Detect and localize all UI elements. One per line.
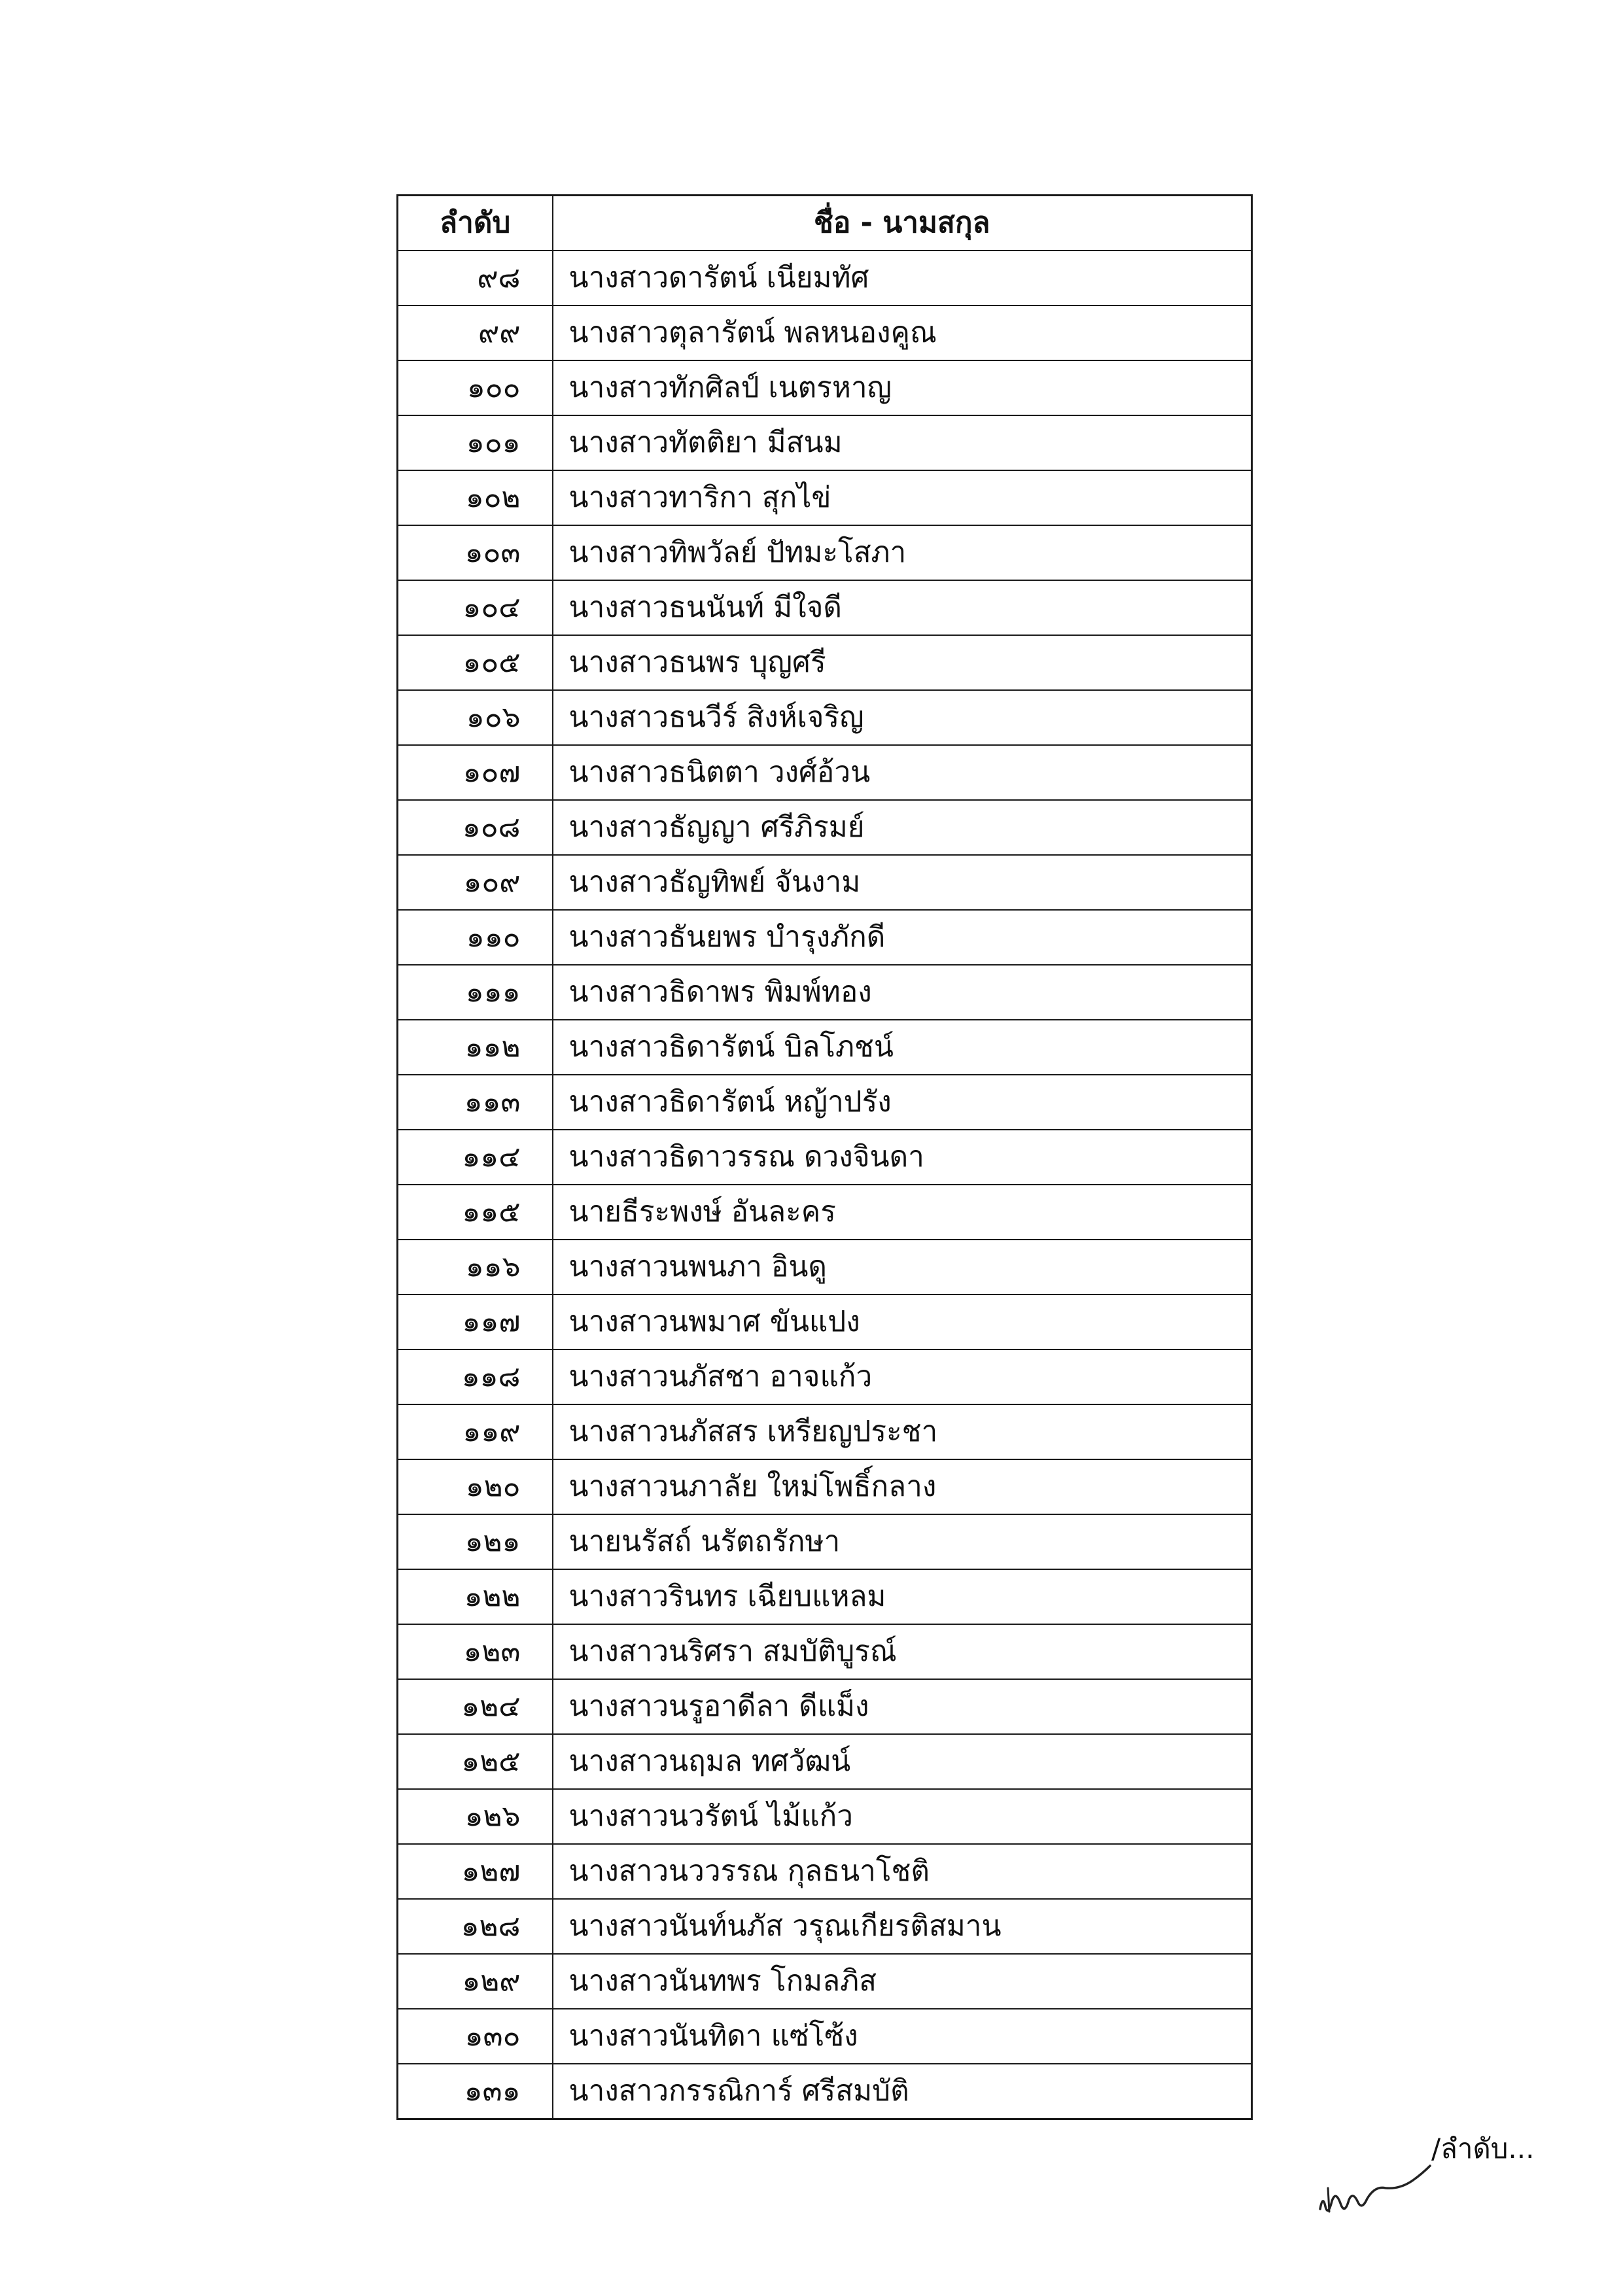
row-full-name: นางสาวนพนภา อินดู xyxy=(553,1240,1252,1295)
table-row xyxy=(398,1295,1252,1349)
table-row xyxy=(398,415,1252,470)
roster-body xyxy=(398,251,1252,2119)
table-row xyxy=(398,1349,1252,1404)
table-row xyxy=(398,1789,1252,1844)
row-full-name: นางสาวนันทิดา แซ่โซ้ง xyxy=(553,2009,1252,2064)
table-row xyxy=(398,1020,1252,1075)
table-row xyxy=(398,305,1252,360)
row-order-number: ๑๑๗ xyxy=(398,1295,553,1349)
row-full-name: นางสาวนภัสชา อาจแก้ว xyxy=(553,1349,1252,1404)
row-order-number: ๑๑๕ xyxy=(398,1185,553,1240)
table-row xyxy=(398,910,1252,965)
row-full-name: นางสาวทิพวัลย์ ปัทมะโสภา xyxy=(553,525,1252,580)
row-order-number: ๑๑๓ xyxy=(398,1075,553,1130)
table-row xyxy=(398,745,1252,800)
row-full-name: นางสาวนฤมล ทศวัฒน์ xyxy=(553,1734,1252,1789)
row-full-name: นางสาวธนิตตา วงศ์อ้วน xyxy=(553,745,1252,800)
row-order-number: ๑๐๓ xyxy=(398,525,553,580)
row-full-name: นางสาวรินทร เฉียบแหลม xyxy=(553,1569,1252,1624)
row-order-number: ๑๑๙ xyxy=(398,1404,553,1459)
table-row xyxy=(398,1734,1252,1789)
table-row xyxy=(398,855,1252,910)
table-row xyxy=(398,1459,1252,1514)
row-full-name: นางสาวธิดาพร พิมพ์ทอง xyxy=(553,965,1252,1020)
row-order-number: ๑๒๒ xyxy=(398,1569,553,1624)
row-order-number: ๑๑๘ xyxy=(398,1349,553,1404)
table-row xyxy=(398,2064,1252,2119)
table-row xyxy=(398,635,1252,690)
row-full-name: นางสาวนริศรา สมบัติบูรณ์ xyxy=(553,1624,1252,1679)
row-full-name: นายนรัสถ์ นรัตถรักษา xyxy=(553,1514,1252,1569)
table-row xyxy=(398,1185,1252,1240)
table-row xyxy=(398,2009,1252,2064)
row-order-number: ๑๑๔ xyxy=(398,1130,553,1185)
row-order-number: ๑๒๖ xyxy=(398,1789,553,1844)
column-header-name: ชื่อ - นามสกุล xyxy=(553,196,1252,251)
continuation-note: /ลำดับ... xyxy=(1431,2132,1535,2165)
row-order-number: ๑๑๖ xyxy=(398,1240,553,1295)
table-row xyxy=(398,1844,1252,1899)
table-row xyxy=(398,1404,1252,1459)
row-order-number: ๑๐๕ xyxy=(398,635,553,690)
table-row xyxy=(398,965,1252,1020)
row-full-name: นางสาวนววรรณ กุลธนาโชติ xyxy=(553,1844,1252,1899)
row-order-number: ๑๒๗ xyxy=(398,1844,553,1899)
row-order-number: ๑๒๔ xyxy=(398,1679,553,1734)
table-row xyxy=(398,1569,1252,1624)
row-order-number: ๙๙ xyxy=(398,305,553,360)
row-order-number: ๑๐๐ xyxy=(398,360,553,415)
table-row xyxy=(398,470,1252,525)
row-full-name: นางสาวทาริกา สุกไข่ xyxy=(553,470,1252,525)
row-order-number: ๙๘ xyxy=(398,251,553,305)
row-order-number: ๑๐๒ xyxy=(398,470,553,525)
row-full-name: นางสาวธิดารัตน์ บิลโภชน์ xyxy=(553,1020,1252,1075)
row-full-name: นางสาวดารัตน์ เนียมทัศ xyxy=(553,251,1252,305)
row-order-number: ๑๐๗ xyxy=(398,745,553,800)
row-full-name: นางสาวทัตติยา มีสนม xyxy=(553,415,1252,470)
table-row xyxy=(398,1130,1252,1185)
row-full-name: นางสาวนพมาศ ขันแปง xyxy=(553,1295,1252,1349)
row-full-name: นางสาวนวรัตน์ ไม้แก้ว xyxy=(553,1789,1252,1844)
row-full-name: นางสาวนันทพร โกมลภิส xyxy=(553,1954,1252,2009)
table-row xyxy=(398,360,1252,415)
table-row xyxy=(398,1954,1252,2009)
table-row xyxy=(398,1624,1252,1679)
row-full-name: นางสาวนรูอาดีลา ดีแม็ง xyxy=(553,1679,1252,1734)
row-order-number: ๑๓๑ xyxy=(398,2064,553,2119)
row-order-number: ๑๐๔ xyxy=(398,580,553,635)
row-full-name: นางสาวธิดาวรรณ ดวงจินดา xyxy=(553,1130,1252,1185)
row-full-name: นางสาวธนนันท์ มีใจดี xyxy=(553,580,1252,635)
row-full-name: นางสาวธิดารัตน์ หญ้าปรัง xyxy=(553,1075,1252,1130)
roster-table xyxy=(396,194,1253,2120)
row-full-name: นางสาวตุลารัตน์ พลหนองคูณ xyxy=(553,305,1252,360)
row-order-number: ๑๓๐ xyxy=(398,2009,553,2064)
row-order-number: ๑๑๑ xyxy=(398,965,553,1020)
row-full-name: นางสาวธัญญา ศรีภิรมย์ xyxy=(553,800,1252,855)
table-row xyxy=(398,690,1252,745)
table-row xyxy=(398,1899,1252,1954)
row-order-number: ๑๒๓ xyxy=(398,1624,553,1679)
row-full-name: นางสาวทักศิลป์ เนตรหาญ xyxy=(553,360,1252,415)
row-order-number: ๑๒๐ xyxy=(398,1459,553,1514)
row-full-name: นางสาวธนวีร์ สิงห์เจริญ xyxy=(553,690,1252,745)
signature-initials xyxy=(1315,2149,1433,2221)
table-row xyxy=(398,1240,1252,1295)
row-order-number: ๑๒๕ xyxy=(398,1734,553,1789)
table-row xyxy=(398,251,1252,305)
row-full-name: นางสาวกรรณิการ์ ศรีสมบัติ xyxy=(553,2064,1252,2119)
row-order-number: ๑๐๖ xyxy=(398,690,553,745)
table-row xyxy=(398,1679,1252,1734)
row-full-name: นายธีระพงษ์ อันละคร xyxy=(553,1185,1252,1240)
row-order-number: ๑๐๙ xyxy=(398,855,553,910)
row-full-name: นางสาวธัญทิพย์ จันงาม xyxy=(553,855,1252,910)
row-order-number: ๑๐๘ xyxy=(398,800,553,855)
column-header-order: ลำดับ xyxy=(398,196,553,251)
row-order-number: ๑๐๑ xyxy=(398,415,553,470)
row-full-name: นางสาวนภัสสร เหรียญประชา xyxy=(553,1404,1252,1459)
table-header-row xyxy=(398,196,1252,251)
row-order-number: ๑๒๘ xyxy=(398,1899,553,1954)
row-order-number: ๑๑๒ xyxy=(398,1020,553,1075)
table-row xyxy=(398,1075,1252,1130)
row-full-name: นางสาวธนพร บุญศรี xyxy=(553,635,1252,690)
row-order-number: ๑๑๐ xyxy=(398,910,553,965)
table-row xyxy=(398,525,1252,580)
table-row xyxy=(398,580,1252,635)
table-row xyxy=(398,800,1252,855)
row-order-number: ๑๒๙ xyxy=(398,1954,553,2009)
row-order-number: ๑๒๑ xyxy=(398,1514,553,1569)
row-full-name: นางสาวนภาลัย ใหม่โพธิ์กลาง xyxy=(553,1459,1252,1514)
row-full-name: นางสาวธันยพร บำรุงภักดี xyxy=(553,910,1252,965)
table-row xyxy=(398,1514,1252,1569)
row-full-name: นางสาวนันท์นภัส วรุณเกียรติสมาน xyxy=(553,1899,1252,1954)
